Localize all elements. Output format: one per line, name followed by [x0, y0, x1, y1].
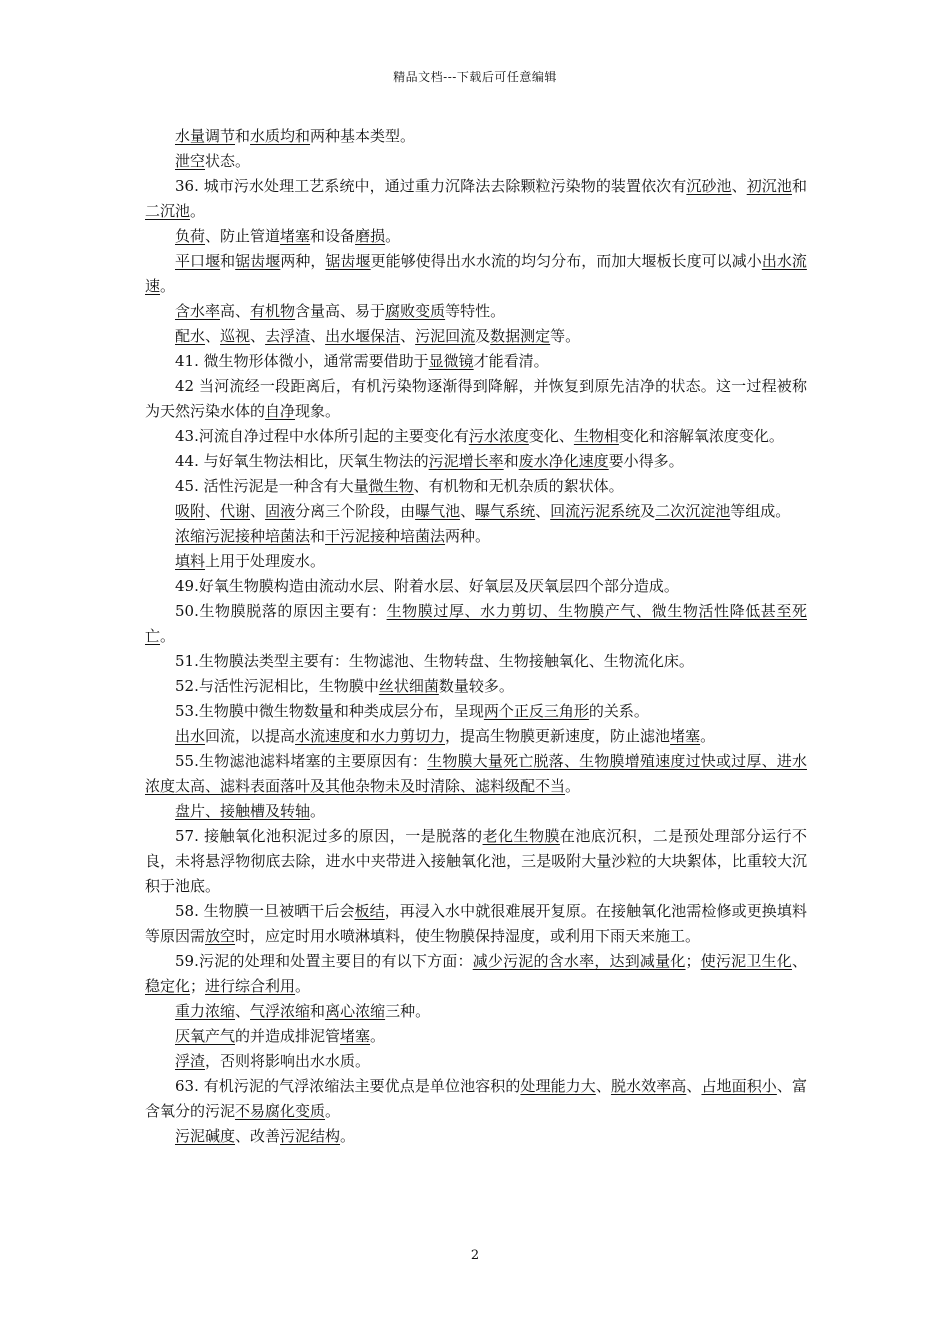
underlined-answer: 生物膜过厚、水力剪切、生物膜产气、微生物活性降低甚至死亡	[145, 602, 807, 645]
underlined-answer: 离心浓缩	[325, 1002, 386, 1020]
paragraph	[145, 149, 807, 174]
underlined-answer: 初沉池	[746, 177, 792, 195]
paragraph	[145, 124, 807, 149]
text-run: 。	[160, 627, 176, 645]
underlined-answer: 回流污泥系统	[550, 502, 641, 520]
text-run: 时，应定时用水喷淋填料，使生物膜保持湿度，或利用下雨天来施工。	[235, 927, 701, 945]
underlined-answer: 堵塞	[280, 227, 311, 245]
underlined-answer: 泄空	[175, 152, 206, 170]
page-header: 精品文档---下载后可任意编辑	[393, 70, 557, 84]
underlined-answer: 两个正反三角形	[483, 702, 589, 720]
text-run: 55.生物滤池滤料堵塞的主要原因有：	[175, 752, 428, 770]
underlined-answer: 干污泥接种培菌法	[325, 527, 446, 545]
underlined-answer: 出水堰保洁	[325, 327, 401, 345]
text-run: 。	[310, 802, 326, 820]
text-run: 和	[310, 527, 326, 545]
text-run: 三种。	[385, 1002, 431, 1020]
text-run: 45. 活性污泥是一种含有大量	[175, 477, 369, 495]
paragraph	[145, 374, 807, 424]
text-run: 57. 接触氧化池积泥过多的原因，一是脱落的	[175, 827, 483, 845]
underlined-answer: 处理能力大	[520, 1077, 596, 1095]
paragraph	[145, 524, 807, 549]
underlined-answer: 盘片、接触槽及转轴	[175, 802, 311, 820]
text-run: 63. 有机污泥的气浮浓缩法主要优点是单位池容积的	[175, 1077, 521, 1095]
text-run: 等组成。	[730, 502, 791, 520]
text-run: 的并造成排泥管	[235, 1027, 341, 1045]
underlined-answer: 出水流速	[145, 252, 807, 295]
text-run: 两种基本类型。	[310, 127, 416, 145]
underlined-answer: 占地面积小	[701, 1077, 777, 1095]
paragraph	[145, 324, 807, 349]
paragraph	[145, 549, 807, 574]
underlined-answer: 污水浓度	[468, 427, 529, 445]
underlined-answer: 微生物	[368, 477, 414, 495]
underlined-answer: 浮渣	[175, 1052, 206, 1070]
underlined-answer: 出水	[175, 727, 206, 745]
text-run: 、	[731, 177, 747, 195]
underlined-answer: 沉砂池	[686, 177, 732, 195]
paragraph	[145, 724, 807, 749]
paragraph	[145, 824, 807, 899]
paragraph	[145, 749, 807, 799]
text-run: 、	[460, 502, 476, 520]
underlined-answer: 水质均和	[250, 127, 311, 145]
text-run: 、	[250, 327, 266, 345]
text-run: 状态。	[205, 152, 251, 170]
paragraph	[145, 574, 807, 599]
underlined-answer: 平口堰	[175, 252, 221, 270]
text-run: 51.生物膜法类型主要有：生物滤池、生物转盘、生物接触氧化、生物流化床。	[175, 652, 694, 670]
text-run: 49.好氧生物膜构造由流动水层、附着水层、好氧层及厌氧层四个部分造成。	[175, 577, 679, 595]
text-run: 要小得多。	[608, 452, 684, 470]
text-run: 。	[295, 977, 311, 995]
text-run: 上用于处理废水。	[205, 552, 326, 570]
underlined-answer: 配水	[175, 327, 206, 345]
underlined-answer: 进行综合利用	[205, 977, 296, 995]
underlined-answer: 污泥碱度	[175, 1127, 236, 1145]
paragraph	[145, 649, 807, 674]
underlined-answer: 减少污泥的含水率，达到减量化	[472, 952, 686, 970]
paragraph	[145, 999, 807, 1024]
text-run: 、	[535, 502, 551, 520]
paragraph	[145, 1074, 807, 1124]
paragraph	[145, 674, 807, 699]
text-run: ，否则将影响出水水质。	[205, 1052, 371, 1070]
paragraph	[145, 424, 807, 449]
underlined-answer: 有机物	[250, 302, 296, 320]
underlined-answer: 厌氧产气	[175, 1027, 236, 1045]
text-run: 、	[235, 1002, 251, 1020]
text-run: ；	[685, 952, 701, 970]
underlined-answer: 生物相	[573, 427, 619, 445]
text-run: 等。	[550, 327, 581, 345]
text-run: 和设备	[310, 227, 356, 245]
underlined-answer: 使污泥卫生化	[700, 952, 792, 970]
underlined-answer: 填料	[175, 552, 206, 570]
text-run: 。	[385, 227, 401, 245]
underlined-answer: 放空	[205, 927, 236, 945]
paragraph	[145, 349, 807, 374]
text-run: 两种。	[445, 527, 491, 545]
paragraph	[145, 499, 807, 524]
text-run: 等特性。	[445, 302, 506, 320]
underlined-answer: 负荷	[175, 227, 206, 245]
text-run: 。	[160, 277, 176, 295]
underlined-answer: 堵塞	[340, 1027, 371, 1045]
text-run: 。	[325, 1102, 341, 1120]
underlined-answer: 腐败变质	[385, 302, 446, 320]
underlined-answer: 固液	[265, 502, 296, 520]
text-run: 、	[205, 502, 221, 520]
document-body	[145, 124, 807, 1149]
underlined-answer: 自净	[265, 402, 296, 420]
paragraph	[145, 899, 807, 949]
text-run: 更能够使得出水水流的均匀分布，而加大堰板长度可以减小	[370, 252, 762, 270]
underlined-answer: 脱水效率高	[610, 1077, 687, 1095]
underlined-answer: 曝气池	[415, 502, 461, 520]
text-run: 、	[791, 952, 807, 970]
underlined-answer: 锯齿堰	[235, 252, 281, 270]
text-run: 数量较多。	[438, 677, 514, 695]
text-run: 、	[250, 502, 266, 520]
text-run: 、	[310, 327, 326, 345]
underlined-answer: 水流速度和水力剪切力	[295, 727, 446, 745]
underlined-answer: 浓缩污泥接种培菌法	[175, 527, 311, 545]
paragraph	[145, 699, 807, 724]
paragraph	[145, 1024, 807, 1049]
text-run: 36. 城市污水处理工艺系统中，通过重力沉降法去除颗粒污染物的装置依次有	[175, 177, 687, 195]
text-run: 和	[791, 177, 807, 195]
underlined-answer: 磨损	[355, 227, 386, 245]
paragraph	[145, 449, 807, 474]
text-run: 。	[700, 727, 716, 745]
underlined-answer: 堵塞	[670, 727, 701, 745]
underlined-answer: 重力浓缩	[175, 1002, 236, 1020]
text-run: 、	[686, 1077, 702, 1095]
underlined-answer: 不易腐化变质	[235, 1102, 326, 1120]
text-run: ；	[190, 977, 206, 995]
text-run: 含量高、易于	[295, 302, 386, 320]
text-run: 。	[190, 202, 206, 220]
underlined-answer: 吸附	[175, 502, 206, 520]
paragraph	[145, 249, 807, 299]
paragraph	[145, 799, 807, 824]
text-run: 、富含氧分的污泥	[145, 1077, 807, 1120]
text-run: 50.生物膜脱落的原因主要有：	[175, 602, 387, 620]
underlined-answer: 含水率	[175, 302, 221, 320]
underlined-answer: 生物膜大量死亡脱落、生物膜增殖速度过快或过厚、进水浓度太高、滤料表面落叶及其他杂物未及时清除、滤料级配不当	[145, 752, 807, 795]
underlined-answer: 废水净化速度	[518, 452, 609, 470]
text-run: 58. 生物膜一旦被晒干后会	[175, 902, 355, 920]
text-run: 43.河流自净过程中水体所引起的主要变化有	[175, 427, 469, 445]
text-run: 41. 微生物形体微小，通常需要借助于	[175, 352, 429, 370]
text-run: 分离三个阶段，由	[295, 502, 416, 520]
underlined-answer: 稳定化	[145, 977, 191, 995]
underlined-answer: 水量调节	[175, 127, 236, 145]
text-run: 和	[310, 1002, 326, 1020]
underlined-answer: 板结	[354, 902, 385, 920]
underlined-answer: 污泥结构	[280, 1127, 341, 1145]
text-run: 44. 与好氧生物法相比，厌氧生物法的	[175, 452, 429, 470]
paragraph	[145, 949, 807, 999]
text-run: 、	[205, 327, 221, 345]
page-number: 2	[470, 1248, 480, 1263]
underlined-answer: 去浮渣	[265, 327, 311, 345]
text-run: 。	[340, 1127, 356, 1145]
text-run: 和	[235, 127, 251, 145]
text-run: 和	[220, 252, 236, 270]
text-run: 两种，	[280, 252, 326, 270]
text-run: 42 当河流经一段距离后，有机污染物逐渐得到降解，并恢复到原先洁净的状态。这一过程被称为天然污染水体的	[145, 377, 807, 420]
text-run: 变化、	[528, 427, 574, 445]
underlined-answer: 气浮浓缩	[250, 1002, 311, 1020]
underlined-answer: 数据测定	[490, 327, 551, 345]
paragraph	[145, 299, 807, 324]
underlined-answer: 显微镜	[428, 352, 474, 370]
underlined-answer: 锯齿堰	[325, 252, 371, 270]
text-run: 现象。	[295, 402, 341, 420]
paragraph	[145, 599, 807, 649]
underlined-answer: 曝气系统	[475, 502, 536, 520]
underlined-answer: 二沉池	[145, 202, 191, 220]
underlined-answer: 代谢	[220, 502, 251, 520]
paragraph	[145, 1124, 807, 1149]
text-run: 在池底沉积，二是预处理部分运行不良，未将悬浮物彻底去除，进水中夹带进入接触氧化池，三是吸附大量沙粒的大块絮体，比重较大沉积于池底。	[145, 827, 807, 895]
text-run: 、	[595, 1077, 611, 1095]
underlined-answer: 老化生物膜	[482, 827, 560, 845]
text-run: ，再浸入水中就很难展开复原。在接触氧化池需检修或更换填料等原因需	[145, 902, 807, 945]
underlined-answer: 丝状细菌	[378, 677, 439, 695]
text-run: 。	[370, 1027, 386, 1045]
text-run: 及	[640, 502, 656, 520]
underlined-answer: 巡视	[220, 327, 251, 345]
text-run: 变化和溶解氧浓度变化。	[618, 427, 784, 445]
text-run: 53.生物膜中微生物数量和种类成层分布，呈现	[175, 702, 484, 720]
text-run: 。	[565, 777, 581, 795]
text-run: 及	[475, 327, 491, 345]
paragraph	[145, 224, 807, 249]
paragraph	[145, 1049, 807, 1074]
text-run: 、改善	[235, 1127, 281, 1145]
text-run: 才能看清。	[473, 352, 549, 370]
text-run: 、	[400, 327, 416, 345]
paragraph	[145, 474, 807, 499]
text-run: 高、	[220, 302, 251, 320]
text-run: 和	[503, 452, 519, 470]
text-run: 52.与活性污泥相比，生物膜中	[175, 677, 379, 695]
text-run: ，提高生物膜更新速度，防止滤池	[445, 727, 671, 745]
underlined-answer: 二次沉淀池	[655, 502, 731, 520]
text-run: 、有机物和无机杂质的絮状体。	[413, 477, 624, 495]
text-run: 回流，以提高	[205, 727, 296, 745]
text-run: 的关系。	[588, 702, 649, 720]
text-run: 、防止管道	[205, 227, 281, 245]
paragraph	[145, 174, 807, 224]
text-run: 59.污泥的处理和处置主要目的有以下方面：	[175, 952, 473, 970]
underlined-answer: 污泥增长率	[428, 452, 504, 470]
underlined-answer: 污泥回流	[415, 327, 476, 345]
